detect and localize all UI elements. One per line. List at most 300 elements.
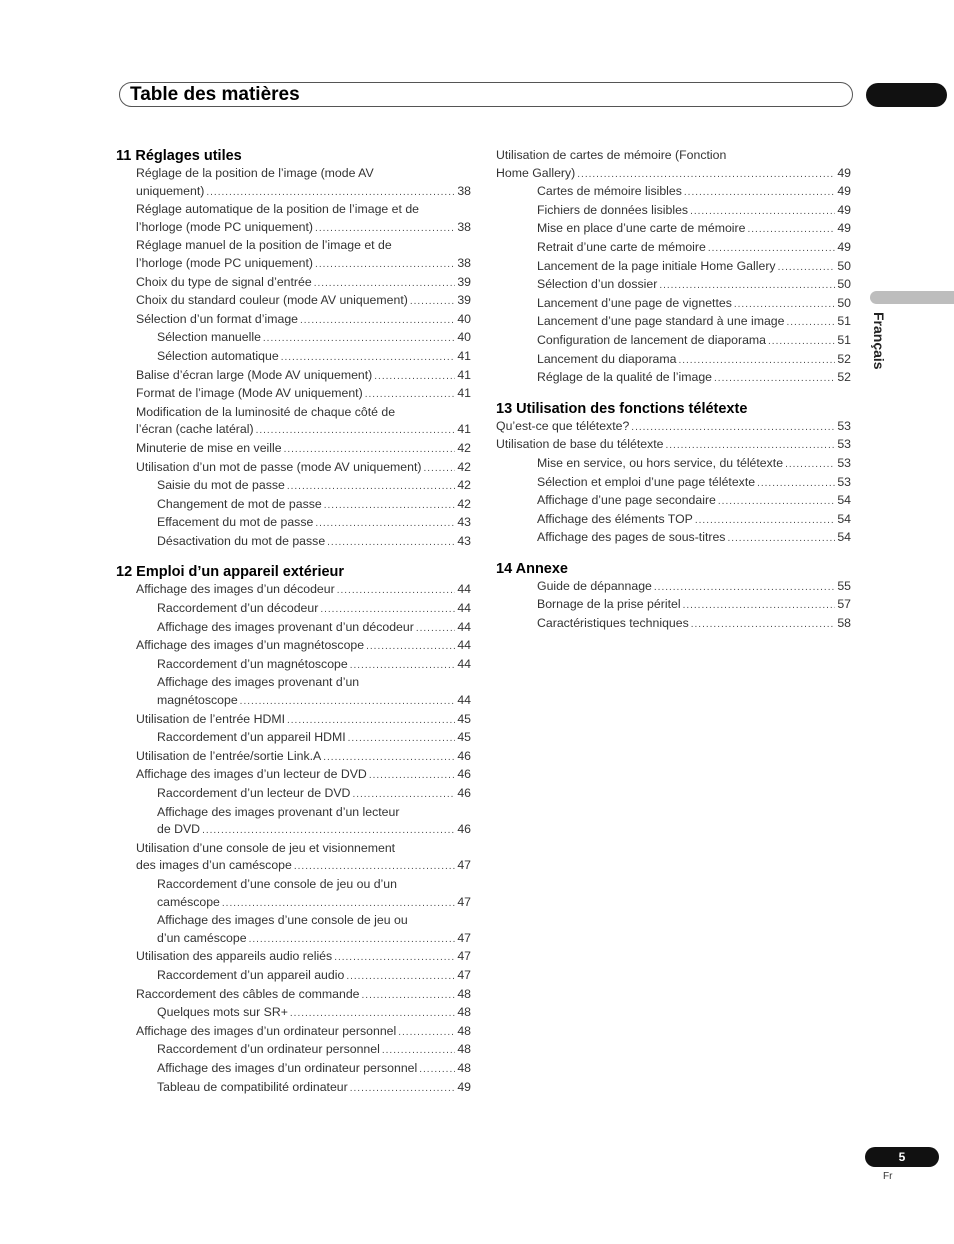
toc-page-number: 38: [457, 255, 471, 270]
toc-page-number: 41: [457, 348, 471, 363]
toc-entry[interactable]: [116, 804, 471, 840]
section-heading: 14 Annexe: [496, 560, 568, 577]
toc-entry[interactable]: [116, 1023, 471, 1042]
toc-entry-line: [116, 533, 471, 552]
toc-page-number: 47: [457, 967, 471, 982]
toc-entry[interactable]: [116, 1060, 471, 1079]
toc-entry[interactable]: [116, 459, 471, 478]
dot-leader: [334, 949, 455, 967]
toc-page-number: 51: [837, 314, 851, 329]
toc-entry-text: Réglage automatique de la position de l’image et de: [136, 202, 420, 217]
dot-leader: [398, 1024, 455, 1042]
dot-leader: [290, 1005, 455, 1023]
page-language-code: Fr: [883, 1171, 893, 1182]
toc-entry-line: [496, 239, 851, 258]
toc-entry-text: Sélection d’un format d’image: [136, 311, 298, 326]
toc-entry-text: Raccordement d’un décodeur: [157, 601, 319, 616]
toc-page-number: 41: [457, 386, 471, 401]
toc-entry-text: Lancement d’une page standard à une image: [537, 314, 785, 329]
toc-page-number: 47: [457, 949, 471, 964]
toc-page-number: 51: [837, 332, 851, 347]
toc-entry-line: [116, 514, 471, 533]
dot-leader: [350, 657, 456, 675]
toc-entry-text: Réglage manuel de la position de l’image et de: [136, 238, 392, 253]
toc-entry[interactable]: [496, 351, 851, 370]
toc-entry-line: [116, 692, 471, 711]
toc-entry[interactable]: [116, 404, 471, 440]
toc-entry-text: Home Gallery): [496, 165, 576, 180]
toc-page-number: 44: [457, 582, 471, 597]
toc-entry-text: Lancement du diaporama: [537, 351, 677, 366]
toc-entry[interactable]: [116, 274, 471, 293]
toc-page-number: 48: [457, 1023, 471, 1038]
dot-leader: [315, 220, 455, 238]
toc-entry-line: [116, 459, 471, 478]
toc-entry-text: Mise en service, ou hors service, du télétexte: [537, 455, 784, 470]
toc-entry[interactable]: [496, 239, 851, 258]
toc-entry[interactable]: [116, 1079, 471, 1098]
toc-page-number: 49: [837, 165, 851, 180]
toc-entry-line: [496, 332, 851, 351]
toc-entry[interactable]: [116, 967, 471, 986]
toc-entry[interactable]: [116, 292, 471, 311]
toc-entry-line: [496, 436, 851, 455]
dot-leader: [350, 1080, 456, 1098]
toc-page-number: 42: [457, 496, 471, 511]
dot-leader: [256, 422, 456, 440]
toc-entry[interactable]: [496, 436, 851, 455]
toc-entry-text: Sélection d’un dossier: [537, 277, 658, 292]
toc-page-number: 44: [457, 638, 471, 653]
toc-entry-text: Saisie du mot de passe: [157, 478, 285, 493]
dot-leader: [419, 1061, 455, 1079]
toc-entry-line: [116, 477, 471, 496]
toc-entry-text: Raccordement d’un magnétoscope: [157, 656, 348, 671]
toc-entry-line: [116, 219, 471, 238]
toc-entry-line: [496, 578, 851, 597]
toc-entry-line: [496, 596, 851, 615]
toc-entry[interactable]: [496, 596, 851, 615]
toc-page-number: 40: [457, 311, 471, 326]
toc-entry-text: Utilisation d’une console de jeu et visionnement: [136, 840, 396, 855]
toc-page-number: 48: [457, 1042, 471, 1057]
toc-entry[interactable]: [496, 615, 851, 634]
toc-page-number: 49: [837, 239, 851, 254]
dot-leader: [314, 275, 456, 293]
toc-entry-line: [116, 255, 471, 274]
toc-page-number: 50: [837, 295, 851, 310]
toc-page-number: 47: [457, 930, 471, 945]
dot-leader: [424, 460, 456, 478]
toc-entry-text: Raccordement des câbles de commande: [136, 986, 360, 1001]
toc-entry-line: [116, 619, 471, 638]
toc-entry[interactable]: [116, 986, 471, 1005]
toc-entry-line: [116, 581, 471, 600]
dot-leader: [631, 419, 835, 437]
toc-entry-text: l’écran (cache latéral): [136, 422, 254, 437]
toc-entry-line: [496, 418, 851, 437]
section-heading: 12 Emploi d’un appareil extérieur: [116, 564, 345, 581]
toc-entry-text: Utilisation des appareils audio reliés: [136, 949, 333, 964]
toc-page-number: 46: [457, 767, 471, 782]
toc-entry-line: [116, 440, 471, 459]
dot-leader: [718, 493, 835, 511]
toc-entry[interactable]: [116, 514, 471, 533]
toc-entry[interactable]: [116, 440, 471, 459]
toc-page-number: 49: [837, 221, 851, 236]
toc-page-number: 48: [457, 1060, 471, 1075]
toc-entry-text: d’un caméscope: [157, 930, 247, 945]
toc-page-number: 49: [837, 184, 851, 199]
toc-entry-line: [496, 492, 851, 511]
toc-page-number: 50: [837, 277, 851, 292]
toc-entry[interactable]: [116, 656, 471, 675]
toc-entry-text: Minuterie de mise en veille: [136, 440, 282, 455]
dot-leader: [708, 240, 835, 258]
toc-entry[interactable]: [496, 276, 851, 295]
toc-entry[interactable]: [116, 600, 471, 619]
toc-entry[interactable]: [116, 840, 471, 876]
toc-page-number: 42: [457, 478, 471, 493]
toc-entry-line: [116, 785, 471, 804]
toc-entry-text: Effacement du mot de passe: [157, 515, 314, 530]
toc-entry-line: [496, 220, 851, 239]
toc-entry[interactable]: [116, 477, 471, 496]
toc-entry-line: [116, 385, 471, 404]
toc-entry[interactable]: [116, 533, 471, 552]
toc-entry-line: [496, 313, 851, 332]
toc-page-number: 53: [837, 418, 851, 433]
dot-leader: [240, 693, 456, 711]
toc-entry-text: Bornage de la prise péritel: [537, 597, 681, 612]
toc-page-number: 48: [457, 1005, 471, 1020]
toc-page-number: 54: [837, 493, 851, 508]
dot-leader: [659, 277, 835, 295]
toc-page-number: 42: [457, 440, 471, 455]
toc-entry-text: Réglage de la position de l’image (mode AV: [136, 166, 374, 180]
section-heading: 13 Utilisation des fonctions télétexte: [496, 400, 748, 417]
toc-entry-line: [496, 295, 851, 314]
toc-page-number: 47: [457, 858, 471, 873]
toc-entry[interactable]: [116, 1004, 471, 1023]
toc-entry[interactable]: [116, 237, 471, 273]
toc-page-number: 58: [837, 616, 851, 631]
toc-entry[interactable]: [116, 912, 471, 948]
toc-entry-line: [116, 711, 471, 730]
toc-entry-line: [116, 367, 471, 386]
toc-entry-line: [496, 276, 851, 295]
toc-page-number: 46: [457, 748, 471, 763]
toc-entry-text: Utilisation de base du télétexte: [496, 437, 664, 452]
toc-entry-text: Sélection manuelle: [157, 330, 261, 345]
toc-entry[interactable]: [116, 385, 471, 404]
dot-leader: [374, 368, 455, 386]
dot-leader: [734, 296, 835, 314]
toc-entry-text: Configuration de lancement de diaporama: [537, 332, 767, 347]
dot-leader: [691, 616, 836, 634]
toc-entry-text: Affichage des images provenant d’un lecteur: [157, 804, 400, 819]
toc-entry[interactable]: [116, 496, 471, 515]
dot-leader: [695, 512, 835, 530]
dot-leader: [327, 534, 455, 552]
toc-entry-text: Guide de dépannage: [537, 578, 652, 593]
toc-entry-text: Choix du standard couleur (mode AV uniquement): [136, 293, 408, 308]
toc-entry-text: Affichage des images d’un ordinateur personnel: [136, 1023, 397, 1038]
toc-entry-line: [116, 1004, 471, 1023]
page-number: 5: [865, 1147, 939, 1167]
toc-entry[interactable]: [116, 876, 471, 912]
toc-entry-text: Affichage des images d’une console de jeu ou: [157, 913, 408, 928]
dot-leader: [249, 931, 456, 949]
toc-page-number: 40: [457, 330, 471, 345]
dot-leader: [346, 968, 455, 986]
toc-entry-text: Raccordement d’un lecteur de DVD: [157, 786, 351, 800]
dot-leader: [300, 312, 455, 330]
dot-leader: [294, 858, 455, 876]
dot-leader: [324, 497, 456, 515]
dot-leader: [747, 221, 835, 239]
toc-page-number: 53: [837, 455, 851, 470]
title-bar: [119, 82, 853, 107]
toc-entry-text: Utilisation de cartes de mémoire (Fonction: [496, 148, 727, 162]
dot-leader: [727, 530, 835, 548]
toc-entry-text: Affichage des images d’un magnétoscope: [136, 638, 365, 653]
toc-page-number: 47: [457, 894, 471, 909]
toc-page-number: 46: [457, 822, 471, 837]
dot-leader: [678, 352, 835, 370]
dot-leader: [714, 370, 835, 388]
toc-entry[interactable]: [116, 619, 471, 638]
dot-leader: [768, 333, 835, 351]
toc-entry-text: Caractéristiques techniques: [537, 616, 689, 631]
toc-entry-text: l’horloge (mode PC uniquement): [136, 255, 314, 270]
toc-entry-text: Raccordement d’un ordinateur personnel: [157, 1042, 380, 1057]
toc-entry[interactable]: [116, 766, 471, 785]
toc-page-number: 50: [837, 258, 851, 273]
toc-entry-text: Utilisation d’un mot de passe (mode AV uniquement): [136, 459, 422, 474]
dot-leader: [362, 987, 456, 1005]
toc-entry-text: Tableau de compatibilité ordinateur: [157, 1079, 348, 1094]
toc-entry-text: Balise d’écran large (Mode AV uniquement): [136, 367, 373, 382]
toc-entry-line: [116, 766, 471, 785]
toc-entry-line: [496, 183, 851, 202]
toc-entry[interactable]: [116, 711, 471, 730]
toc-entry[interactable]: [496, 183, 851, 202]
toc-page-number: 42: [457, 459, 471, 474]
dot-leader: [320, 601, 455, 619]
toc-entry-text: des images d’un caméscope: [136, 858, 292, 873]
toc-entry[interactable]: [496, 474, 851, 493]
toc-entry-text: Retrait d’une carte de mémoire: [537, 239, 706, 254]
toc-entry[interactable]: [496, 220, 851, 239]
toc-entry-text: Affichage des images provenant d’un décodeur: [157, 619, 414, 634]
dot-leader: [757, 475, 835, 493]
dot-leader: [323, 749, 455, 767]
toc-entry[interactable]: [116, 311, 471, 330]
toc-page-number: 54: [837, 530, 851, 545]
dot-leader: [369, 767, 455, 785]
toc-entry-line: [496, 351, 851, 370]
toc-entry-text: Utilisation de l’entrée HDMI: [136, 711, 285, 726]
toc-entry[interactable]: [116, 329, 471, 348]
toc-page-number: 43: [457, 515, 471, 530]
toc-entry-line: [116, 857, 471, 876]
toc-page-number: 45: [457, 711, 471, 726]
dot-leader: [684, 184, 835, 202]
toc-entry[interactable]: [496, 147, 851, 183]
toc-entry-line: [116, 1079, 471, 1098]
toc-page-number: 45: [457, 730, 471, 745]
dot-leader: [683, 597, 836, 615]
dot-leader: [206, 184, 455, 202]
toc-entry-text: Changement de mot de passe: [157, 496, 322, 511]
toc-page-number: 49: [837, 202, 851, 217]
toc-entry-line: [496, 529, 851, 548]
toc-entry-line: [116, 821, 471, 840]
toc-page-number: 41: [457, 367, 471, 382]
dot-leader: [778, 259, 836, 277]
toc-page-number: 44: [457, 619, 471, 634]
dot-leader: [366, 638, 455, 656]
toc-entry[interactable]: [496, 455, 851, 474]
toc-entry-text: Utilisation de l’entrée/sortie Link.A: [136, 748, 322, 763]
dot-leader: [787, 314, 836, 332]
toc-entry[interactable]: [496, 202, 851, 221]
dot-leader: [287, 712, 455, 730]
dot-leader: [382, 1042, 455, 1060]
toc-entry[interactable]: [116, 201, 471, 237]
toc-entry-line: [116, 1023, 471, 1042]
toc-entry[interactable]: [496, 258, 851, 277]
toc-entry[interactable]: [496, 295, 851, 314]
toc-entry-line: [496, 258, 851, 277]
dot-leader: [337, 582, 456, 600]
toc-entry[interactable]: [496, 418, 851, 437]
dot-leader: [410, 293, 455, 311]
toc-entry[interactable]: [116, 785, 471, 804]
toc-entry[interactable]: [116, 165, 471, 201]
toc-entry-text: Quelques mots sur SR+: [157, 1005, 288, 1020]
toc-entry-line: [116, 421, 471, 440]
toc-entry[interactable]: [496, 492, 851, 511]
toc-entry[interactable]: [496, 369, 851, 388]
toc-entry-line: [116, 967, 471, 986]
toc-entry-line: [116, 600, 471, 619]
toc-entry-text: caméscope: [157, 894, 220, 909]
toc-entry-text: Lancement d’une page de vignettes: [537, 295, 732, 310]
dot-leader: [654, 579, 835, 597]
language-label: Français: [871, 312, 887, 370]
toc-entry[interactable]: [496, 511, 851, 530]
toc-page-number: 52: [837, 370, 851, 385]
toc-entry-text: Réglage de la qualité de l’image: [537, 370, 713, 385]
toc-page-number: 53: [837, 474, 851, 489]
dot-leader: [690, 203, 835, 221]
toc-entry-line: [496, 165, 851, 184]
toc-entry-text: Affichage des images d’un lecteur de DVD: [136, 767, 367, 782]
toc-entry[interactable]: [116, 581, 471, 600]
toc-page-number: 43: [457, 533, 471, 548]
toc-page-number: 57: [837, 597, 851, 612]
toc-entry-text: Affichage d’une page secondaire: [537, 493, 716, 508]
toc-entry[interactable]: [496, 313, 851, 332]
toc-entry[interactable]: [496, 332, 851, 351]
dot-leader: [665, 437, 835, 455]
toc-entry-line: [116, 930, 471, 949]
toc-entry[interactable]: [116, 348, 471, 367]
dot-leader: [352, 786, 455, 804]
toc-entry-text: uniquement): [136, 183, 205, 198]
toc-entry-text: Sélection et emploi d’une page télétexte: [537, 474, 756, 489]
toc-entry[interactable]: [116, 637, 471, 656]
toc-entry-line: [116, 637, 471, 656]
toc-page-number: 44: [457, 656, 471, 671]
toc-entry[interactable]: [116, 948, 471, 967]
toc-page-number: 41: [457, 422, 471, 437]
dot-leader: [202, 822, 455, 840]
toc-page-number: 39: [457, 274, 471, 289]
toc-entry-line: [116, 1060, 471, 1079]
toc-entry-text: Choix du type de signal d’entrée: [136, 274, 312, 289]
toc-entry-line: [116, 348, 471, 367]
toc-column-right: [496, 147, 851, 634]
toc-entry-text: Affichage des images provenant d’un: [157, 675, 360, 690]
toc-entry-line: [116, 656, 471, 675]
toc-entry-line: [496, 369, 851, 388]
toc-entry[interactable]: [496, 578, 851, 597]
dot-leader: [416, 620, 455, 638]
toc-entry[interactable]: [116, 674, 471, 710]
dot-leader: [263, 330, 455, 348]
toc-entry-line: [496, 615, 851, 634]
toc-entry-text: l’horloge (mode PC uniquement): [136, 219, 314, 234]
toc-entry-text: magnétoscope: [157, 693, 238, 708]
toc-entry[interactable]: [116, 729, 471, 748]
toc-page-number: 44: [457, 693, 471, 708]
toc-page-number: 39: [457, 293, 471, 308]
toc-entry-line: [116, 948, 471, 967]
toc-page-number: 38: [457, 183, 471, 198]
toc-entry-line: [496, 455, 851, 474]
toc-entry-text: Affichage des images d’un ordinateur personnel: [157, 1060, 418, 1075]
toc-entry-text: Raccordement d’un appareil HDMI: [157, 730, 346, 745]
toc-column-left: [116, 147, 471, 1097]
dot-leader: [315, 515, 455, 533]
toc-entry-text: Affichage des pages de sous-titres: [537, 530, 726, 545]
toc-entry-text: Lancement de la page initiale Home Gallery: [537, 258, 776, 273]
toc-page-number: 44: [457, 601, 471, 616]
dot-leader: [348, 730, 456, 748]
toc-entry-text: Affichage des images d’un décodeur: [136, 582, 335, 597]
toc-entry-line: [116, 274, 471, 293]
toc-entry-line: [116, 986, 471, 1005]
toc-page-number: 38: [457, 219, 471, 234]
toc-page-number: 49: [457, 1079, 471, 1094]
toc-page-number: 54: [837, 511, 851, 526]
toc-entry[interactable]: [116, 748, 471, 767]
dot-leader: [785, 456, 835, 474]
toc-entry-line: [116, 496, 471, 515]
toc-entry-line: [116, 311, 471, 330]
language-tab: [870, 291, 954, 304]
toc-entry-line: [116, 1041, 471, 1060]
toc-entry[interactable]: [496, 529, 851, 548]
toc-entry[interactable]: [116, 1041, 471, 1060]
toc-entry-text: Qu’est-ce que télétexte?: [496, 418, 630, 433]
toc-entry-text: Affichage des éléments TOP: [537, 511, 693, 526]
toc-entry[interactable]: [116, 367, 471, 386]
toc-entry-text: Mise en place d’une carte de mémoire: [537, 221, 746, 236]
